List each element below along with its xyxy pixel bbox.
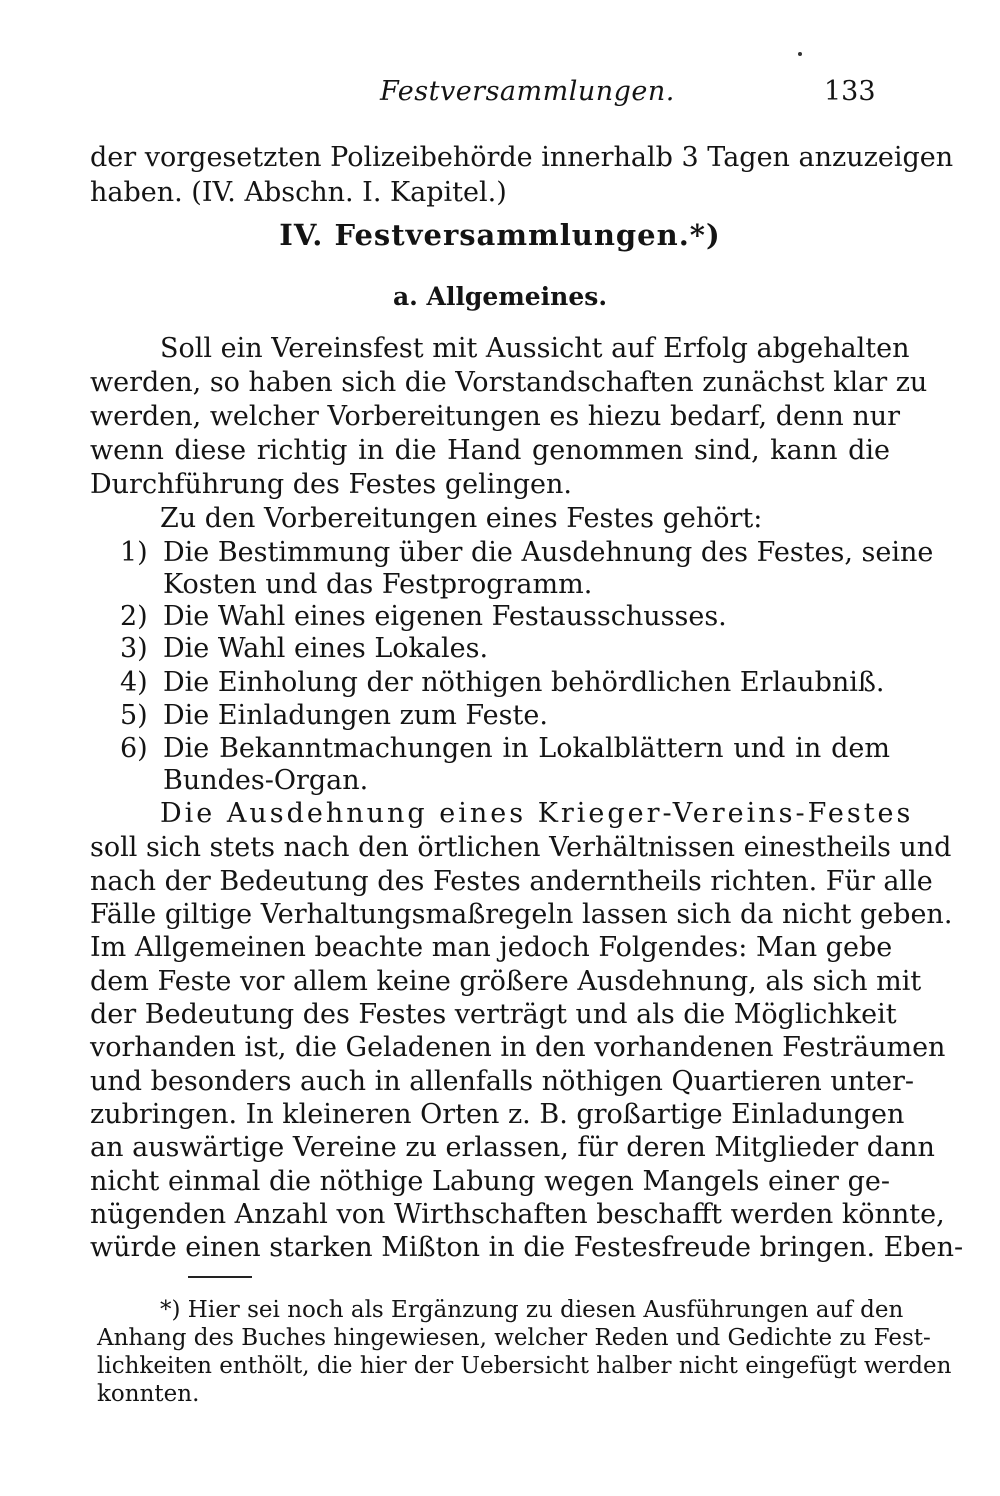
paragraph-line: zubringen. In kleineren Orten z. B. großartige Einladungen [90,1099,905,1130]
paragraph-line: soll sich stets nach den örtlichen Verhältnissen einestheils und [90,832,952,863]
paragraph-line: dem Feste vor allem keine größere Ausdehnung, als sich mit [90,966,922,997]
paragraph-line: werden, welcher Vorbereitungen es hiezu bedarf, denn nur [90,401,901,432]
list-item-text: Die Einholung der nöthigen behördlichen Erlaubniß. [163,667,885,698]
list-number: 3) [120,633,148,664]
paragraph-line: nicht einmal die nöthige Labung wegen Mangels einer ge- [90,1166,890,1197]
paragraph-line: Im Allgemeinen beachte man jedoch Folgendes: Man gebe [90,932,893,963]
footnote-line: Anhang des Buches hingewiesen, welcher Reden und Gedichte zu Fest- [97,1325,931,1351]
paragraph-line: Die Ausdehnung eines Krieger-Vereins-Festes [160,798,914,829]
paragraph-line: Soll ein Vereinsfest mit Aussicht auf Erfolg abgehalten [160,333,910,364]
list-item-text: Die Bestimmung über die Ausdehnung des Festes, seine [163,537,934,568]
text-line: haben. (IV. Abschn. I. Kapitel.) [90,177,507,208]
list-item-text: Die Einladungen zum Feste. [163,700,548,731]
footnote-line: lichkeiten enthölt, die hier der Uebersicht halber nicht eingefügt werden [97,1353,952,1379]
footnote-rule [188,1276,252,1278]
list-intro: Zu den Vorbereitungen eines Festes gehört: [160,503,763,534]
paragraph-line: würde einen starken Mißton in die Festesfreude bringen. Eben- [90,1232,964,1263]
list-item-text: Die Wahl eines eigenen Festausschusses. [163,601,727,632]
text-line: der vorgesetzten Polizeibehörde innerhalb 3 Tagen anzuzeigen [90,142,954,173]
paragraph-line: und besonders auch in allenfalls nöthigen Quartieren unter- [90,1066,914,1097]
section-subtitle: a. Allgemeines. [392,282,608,311]
running-title: Festversammlungen. [380,76,675,107]
paragraph-line: der Bedeutung des Festes verträgt und als die Möglichkeit [90,999,897,1030]
footnote-line: konnten. [97,1381,200,1407]
paragraph-line: wenn diese richtig in die Hand genommen sind, kann die [90,435,890,466]
list-item-text: Kosten und das Festprogramm. [163,569,593,600]
list-item-text: Die Wahl eines Lokales. [163,633,489,664]
list-number: 6) [120,733,148,764]
paragraph-line: Fälle giltige Verhaltungsmaßregeln lassen sich da nicht geben. [90,899,953,930]
paragraph-line: werden, so haben sich die Vorstandschaften zunächst klar zu [90,367,928,398]
page-number: 133 [824,76,876,107]
paragraph-line: nach der Bedeutung des Festes anderntheils richten. Für alle [90,866,933,897]
section-title: IV. Festversammlungen.*) [279,218,721,252]
list-number: 4) [120,667,148,698]
list-item-text: Bundes-Organ. [163,765,369,796]
ink-speck [798,52,802,56]
list-number: 1) [120,537,148,568]
list-number: 5) [120,700,148,731]
footnote-line: *) Hier sei noch als Ergänzung zu diesen Ausführungen auf den [160,1297,904,1323]
paragraph-line: nügenden Anzahl von Wirthschaften beschafft werden könnte, [90,1199,945,1230]
list-item-text: Die Bekanntmachungen in Lokalblättern und in dem [163,733,890,764]
paragraph-line: an auswärtige Vereine zu erlassen, für deren Mitglieder dann [90,1132,935,1163]
list-number: 2) [120,601,148,632]
paragraph-line: Durchführung des Festes gelingen. [90,469,572,500]
paragraph-line: vorhanden ist, die Geladenen in den vorhandenen Festräumen [90,1032,946,1063]
